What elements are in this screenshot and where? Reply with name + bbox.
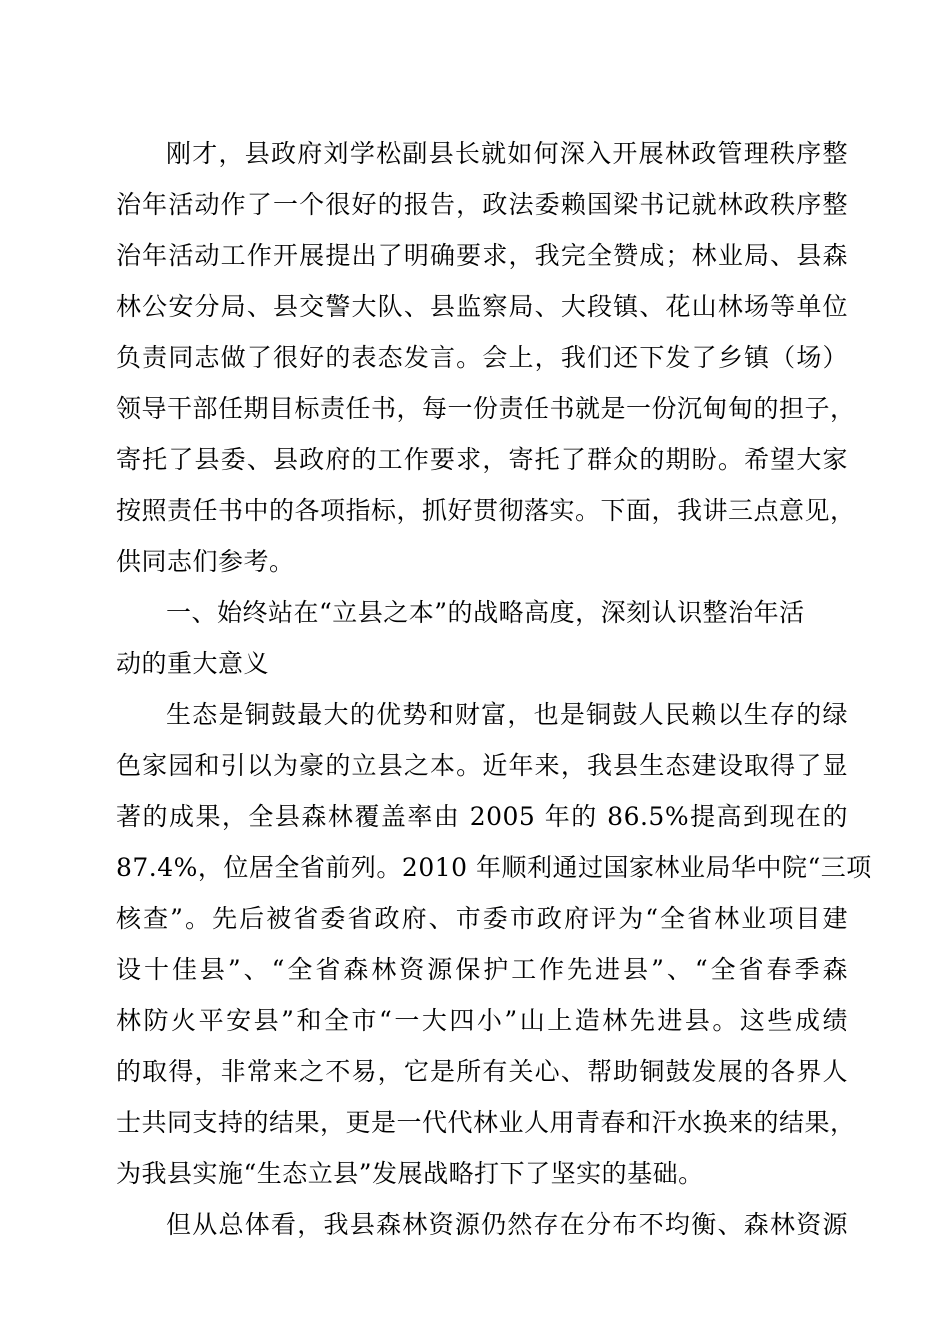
section-heading (116, 587, 848, 689)
text-line: 刚才，县政府刘学松副县长就如何深入开展林政管理秩序整 (166, 139, 848, 168)
heading-line: 动的重大意义 (116, 649, 270, 678)
paragraph-opening (116, 128, 856, 587)
text-line: 治年活动作了一个很好的报告，政法委赖国梁书记就林政秩序整 (116, 190, 848, 219)
text-line: 寄托了县委、县政府的工作要求，寄托了群众的期盼。希望大家 (116, 445, 848, 474)
heading-line: 一、始终站在“立县之本”的战略高度，深刻认识整治年活 (166, 598, 805, 627)
text-line: 核查”。先后被省委省政府、市委市政府评为“全省林业项目建 (116, 904, 848, 933)
text-line: 87.4%，位居全省前列。2010 年顺利通过国家林业局华中院“三项 (116, 853, 872, 882)
text-line: 按照责任书中的各项指标，抓好贯彻落实。下面，我讲三点意见， (116, 496, 856, 525)
text-line: 供同志们参考。 (116, 547, 295, 576)
document-body (116, 128, 872, 1250)
text-line: 为我县实施“生态立县”发展战略打下了坚实的基础。 (116, 1159, 704, 1188)
text-line: 治年活动工作开展提出了明确要求，我完全赞成；林业局、县森 (116, 241, 848, 270)
text-line: 领导干部任期目标责任书，每一份责任书就是一份沉甸甸的担子， (116, 394, 856, 423)
text-line: 的取得，非常来之不易，它是所有关心、帮助铜鼓发展的各界人 (116, 1057, 848, 1086)
paragraph-ecology (116, 689, 872, 1199)
text-line: 但从总体看，我县森林资源仍然存在分布不均衡、森林资源 (166, 1210, 848, 1239)
text-line: 著的成果，全县森林覆盖率由 2005 年的 86.5%提高到现在的 (116, 802, 848, 831)
text-line: 生态是铜鼓最大的优势和财富，也是铜鼓人民赖以生存的绿 (166, 700, 848, 729)
text-line: 林公安分局、县交警大队、县监察局、大段镇、花山林场等单位 (116, 292, 848, 321)
paragraph-overall (116, 1199, 848, 1250)
text-line: 林防火平安县”和全市“一大四小”山上造林先进县。这些成绩 (116, 1006, 848, 1035)
text-line: 设十佳县”、“全省森林资源保护工作先进县”、“全省春季森 (116, 955, 848, 984)
text-line: 色家园和引以为豪的立县之本。近年来，我县生态建设取得了显 (116, 751, 848, 780)
text-line: 士共同支持的结果，更是一代代林业人用青春和汗水换来的结果， (116, 1108, 856, 1137)
text-line: 负责同志做了很好的表态发言。会上，我们还下发了乡镇（场） (116, 343, 848, 372)
